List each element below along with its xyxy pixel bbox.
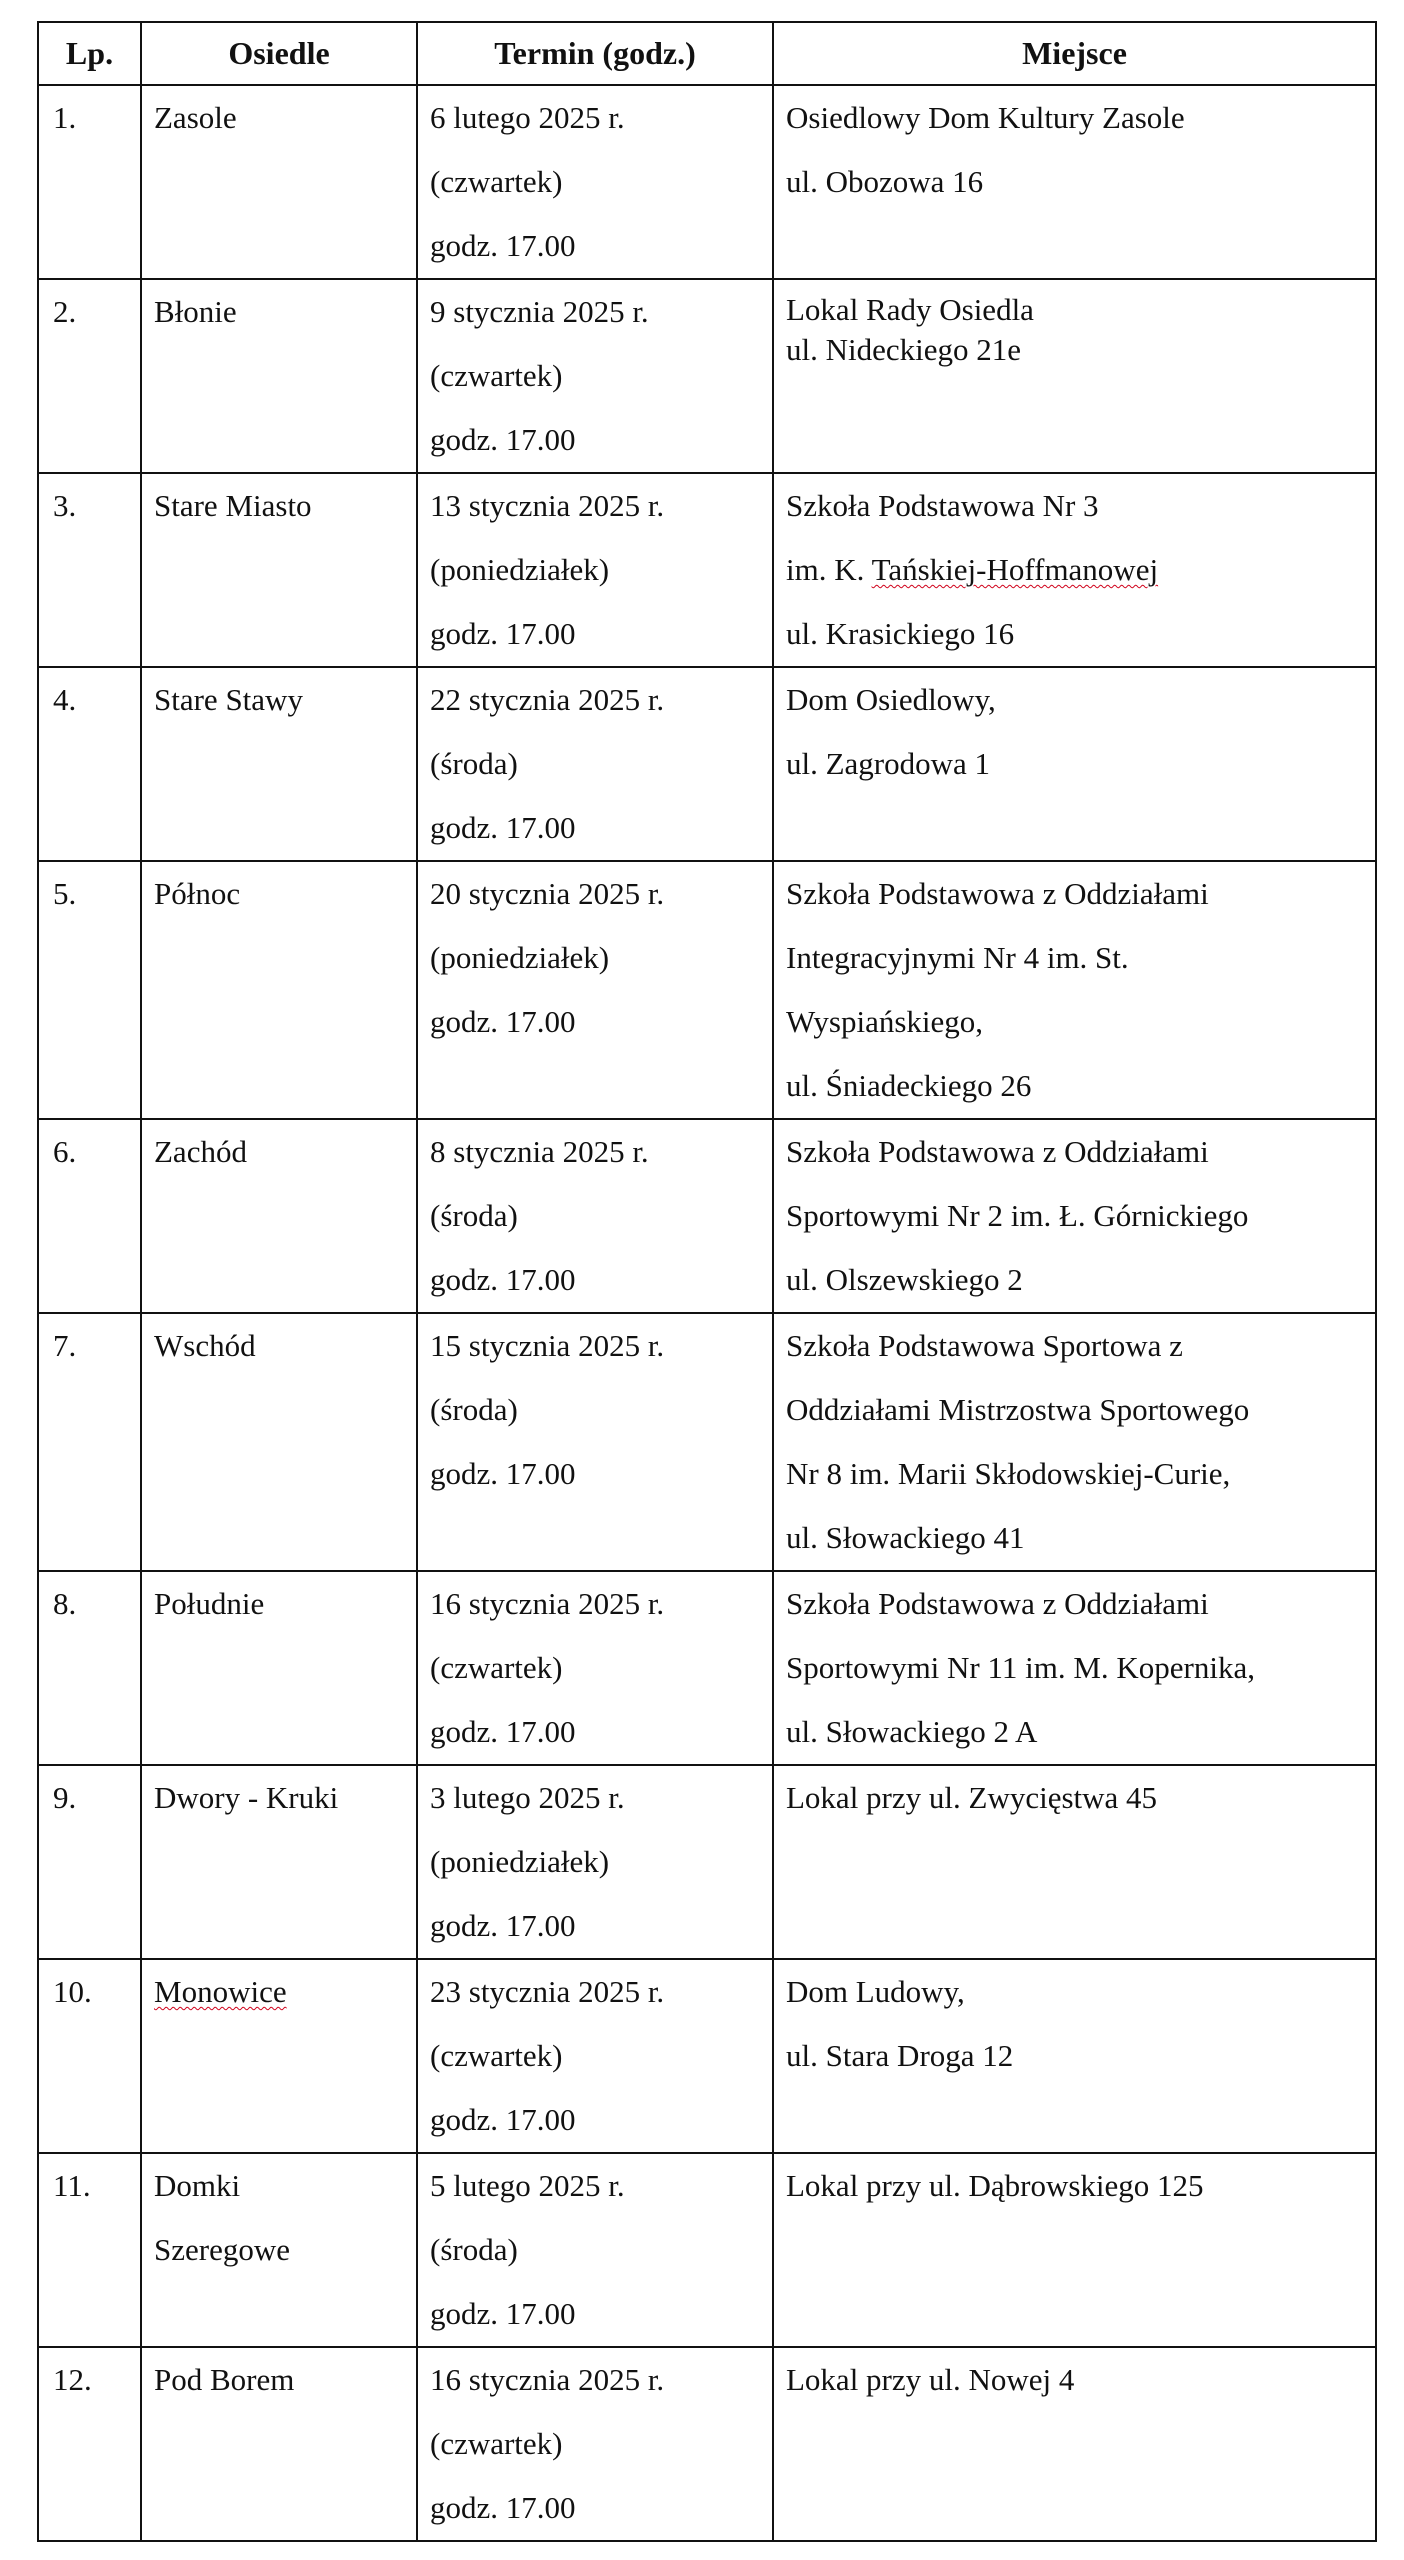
cell-lp: 4. xyxy=(38,667,141,861)
cell-lp: 11. xyxy=(38,2153,141,2347)
cell-miejsce: Szkoła Podstawowa z Oddziałami Integracyjnymi Nr 4 im. St. Wyspiańskiego, ul. Śniadeckiego 26 xyxy=(773,861,1376,1119)
table-header-row xyxy=(38,22,1376,85)
cell-osiedle: Stare Stawy xyxy=(141,667,417,861)
table-row xyxy=(38,1119,1376,1313)
cell-termin: 9 stycznia 2025 r. (czwartek) godz. 17.00 xyxy=(417,279,773,473)
spellcheck-underline: Monowice xyxy=(154,1974,287,2009)
cell-osiedle: Południe xyxy=(141,1571,417,1765)
cell-miejsce: Lokal przy ul. Nowej 4 xyxy=(773,2347,1376,2541)
cell-osiedle: Zachód xyxy=(141,1119,417,1313)
table-row xyxy=(38,473,1376,667)
table-row xyxy=(38,85,1376,279)
header-termin: Termin (godz.) xyxy=(417,22,773,85)
cell-lp: 12. xyxy=(38,2347,141,2541)
cell-miejsce: Szkoła Podstawowa z Oddziałami Sportowymi Nr 2 im. Ł. Górnickiego ul. Olszewskiego 2 xyxy=(773,1119,1376,1313)
cell-osiedle: Domki Szeregowe xyxy=(141,2153,417,2347)
cell-lp: 6. xyxy=(38,1119,141,1313)
cell-termin: 15 stycznia 2025 r. (środa) godz. 17.00 xyxy=(417,1313,773,1571)
cell-miejsce: Szkoła Podstawowa z Oddziałami Sportowymi Nr 11 im. M. Kopernika, ul. Słowackiego 2 A xyxy=(773,1571,1376,1765)
cell-osiedle: Stare Miasto xyxy=(141,473,417,667)
cell-lp: 7. xyxy=(38,1313,141,1571)
cell-lp: 1. xyxy=(38,85,141,279)
table-row xyxy=(38,2347,1376,2541)
cell-lp: 5. xyxy=(38,861,141,1119)
header-lp: Lp. xyxy=(38,22,141,85)
table-row xyxy=(38,279,1376,473)
table-row xyxy=(38,667,1376,861)
meetings-table xyxy=(37,21,1377,2542)
cell-lp: 3. xyxy=(38,473,141,667)
cell-lp: 9. xyxy=(38,1765,141,1959)
cell-osiedle xyxy=(141,1959,417,2153)
cell-miejsce: Lokal przy ul. Dąbrowskiego 125 xyxy=(773,2153,1376,2347)
cell-lp: 10. xyxy=(38,1959,141,2153)
cell-miejsce: Szkoła Podstawowa Nr 3 im. K. Tańskiej-Hoffmanowej ul. Krasickiego 16 xyxy=(773,473,1376,667)
cell-termin: 22 stycznia 2025 r. (środa) godz. 17.00 xyxy=(417,667,773,861)
cell-termin: 13 stycznia 2025 r. (poniedziałek) godz. 17.00 xyxy=(417,473,773,667)
cell-termin: 8 stycznia 2025 r. (środa) godz. 17.00 xyxy=(417,1119,773,1313)
table-row xyxy=(38,1959,1376,2153)
table-row xyxy=(38,1765,1376,1959)
cell-miejsce: Osiedlowy Dom Kultury Zasole ul. Obozowa 16 xyxy=(773,85,1376,279)
cell-osiedle: Wschód xyxy=(141,1313,417,1571)
cell-termin: 3 lutego 2025 r. (poniedziałek) godz. 17.00 xyxy=(417,1765,773,1959)
cell-termin: 16 stycznia 2025 r. (czwartek) godz. 17.00 xyxy=(417,2347,773,2541)
table-row xyxy=(38,2153,1376,2347)
cell-osiedle: Północ xyxy=(141,861,417,1119)
cell-termin: 20 stycznia 2025 r. (poniedziałek) godz. 17.00 xyxy=(417,861,773,1119)
cell-miejsce: Lokal Rady Osiedla ul. Nideckiego 21e xyxy=(773,279,1376,473)
cell-osiedle: Błonie xyxy=(141,279,417,473)
cell-termin: 6 lutego 2025 r. (czwartek) godz. 17.00 xyxy=(417,85,773,279)
cell-miejsce: Dom Osiedlowy, ul. Zagrodowa 1 xyxy=(773,667,1376,861)
cell-miejsce: Szkoła Podstawowa Sportowa z Oddziałami Mistrzostwa Sportowego Nr 8 im. Marii Skłodowskiej-Curie, ul. Słowackiego 41 xyxy=(773,1313,1376,1571)
cell-termin: 23 stycznia 2025 r. (czwartek) godz. 17.00 xyxy=(417,1959,773,2153)
cell-lp: 8. xyxy=(38,1571,141,1765)
cell-osiedle: Zasole xyxy=(141,85,417,279)
header-osiedle: Osiedle xyxy=(141,22,417,85)
cell-osiedle: Pod Borem xyxy=(141,2347,417,2541)
table-row xyxy=(38,1571,1376,1765)
table-row xyxy=(38,861,1376,1119)
header-miejsce: Miejsce xyxy=(773,22,1376,85)
cell-lp: 2. xyxy=(38,279,141,473)
table-row xyxy=(38,1313,1376,1571)
cell-osiedle: Dwory - Kruki xyxy=(141,1765,417,1959)
spellcheck-underline: Tańskiej-Hoffmanowej xyxy=(871,552,1159,587)
cell-miejsce: Dom Ludowy, ul. Stara Droga 12 xyxy=(773,1959,1376,2153)
cell-miejsce: Lokal przy ul. Zwycięstwa 45 xyxy=(773,1765,1376,1959)
cell-termin: 16 stycznia 2025 r. (czwartek) godz. 17.00 xyxy=(417,1571,773,1765)
cell-termin: 5 lutego 2025 r. (środa) godz. 17.00 xyxy=(417,2153,773,2347)
